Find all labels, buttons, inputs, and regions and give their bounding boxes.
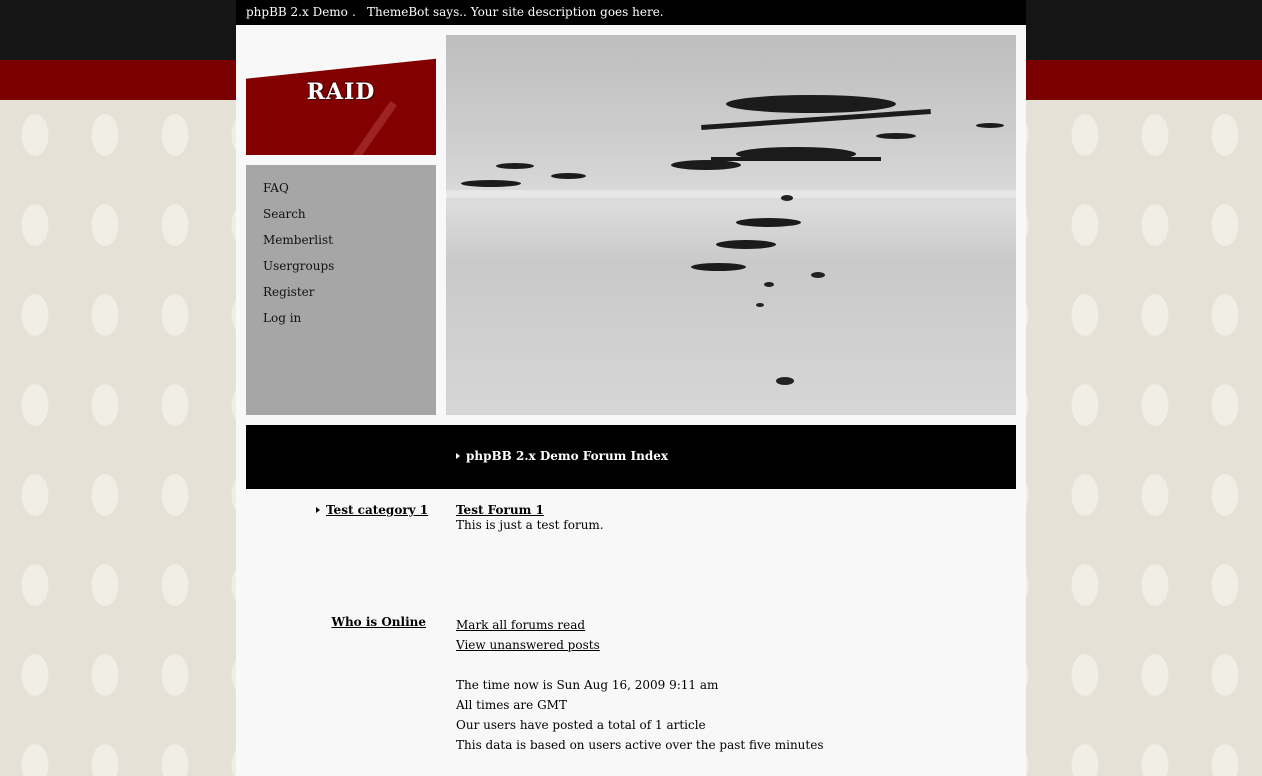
logo-streak <box>339 101 397 155</box>
forum-entry <box>456 503 604 532</box>
sidebar-nav <box>246 165 436 415</box>
plane-silhouette <box>726 95 896 113</box>
view-unanswered-link[interactable]: View unanswered posts <box>456 638 600 652</box>
active-users-note: This data is based on users active over the past five minutes <box>456 738 824 752</box>
nav-item-search[interactable]: Search <box>263 207 306 221</box>
nav-item-faq[interactable]: FAQ <box>263 181 289 195</box>
bomb-silhouette <box>776 377 794 385</box>
site-header-bar <box>236 0 1026 25</box>
nav-item-login[interactable]: Log in <box>263 311 302 325</box>
plane-silhouette <box>716 240 776 249</box>
header-separator: . <box>352 5 356 19</box>
photo-horizon <box>446 190 1016 198</box>
bomb-silhouette <box>756 303 764 307</box>
site-logo[interactable] <box>246 35 436 155</box>
post-total-text: Our users have posted a total of 1 article <box>456 718 706 732</box>
breadcrumb[interactable] <box>456 449 668 463</box>
arrow-right-icon <box>456 453 460 459</box>
current-time-text: The time now is Sun Aug 16, 2009 9:11 am <box>456 678 719 692</box>
plane-silhouette <box>496 163 534 169</box>
plane-wing <box>711 157 881 161</box>
category-link[interactable]: Test category 1 <box>326 503 429 517</box>
logo-torn-edge <box>246 35 436 80</box>
bomb-silhouette <box>811 272 825 278</box>
category-heading[interactable] <box>316 503 429 517</box>
plane-silhouette <box>976 123 1004 128</box>
breadcrumb-bar <box>246 425 1016 489</box>
site-name[interactable]: phpBB 2.x Demo <box>246 5 348 19</box>
breadcrumb-label: phpBB 2.x Demo Forum Index <box>466 449 669 463</box>
nav-item-usergroups[interactable]: Usergroups <box>263 259 335 273</box>
plane-silhouette <box>551 173 586 179</box>
online-info <box>456 615 823 755</box>
timezone-text: All times are GMT <box>456 698 567 712</box>
who-is-online-heading[interactable] <box>316 615 426 629</box>
mark-forums-read-link[interactable]: Mark all forums read <box>456 618 586 632</box>
forum-description: This is just a test forum. <box>456 518 604 532</box>
logo-text: RAID <box>306 79 376 105</box>
header-photo <box>446 35 1016 415</box>
nav-item-memberlist[interactable]: Memberlist <box>263 233 333 247</box>
who-is-online-link[interactable]: Who is Online <box>331 615 426 629</box>
plane-silhouette <box>876 133 916 139</box>
nav-item-register[interactable]: Register <box>263 285 315 299</box>
arrow-right-icon <box>316 507 320 513</box>
plane-silhouette <box>671 160 741 170</box>
page-container <box>236 0 1026 776</box>
forum-title-link[interactable]: Test Forum 1 <box>456 503 544 517</box>
plane-silhouette <box>461 180 521 187</box>
plane-silhouette <box>736 218 801 227</box>
bomb-silhouette <box>764 282 774 287</box>
plane-silhouette <box>691 263 746 271</box>
site-description: ThemeBot says.. Your site description goes here. <box>367 5 664 19</box>
bomb-silhouette <box>781 195 793 201</box>
